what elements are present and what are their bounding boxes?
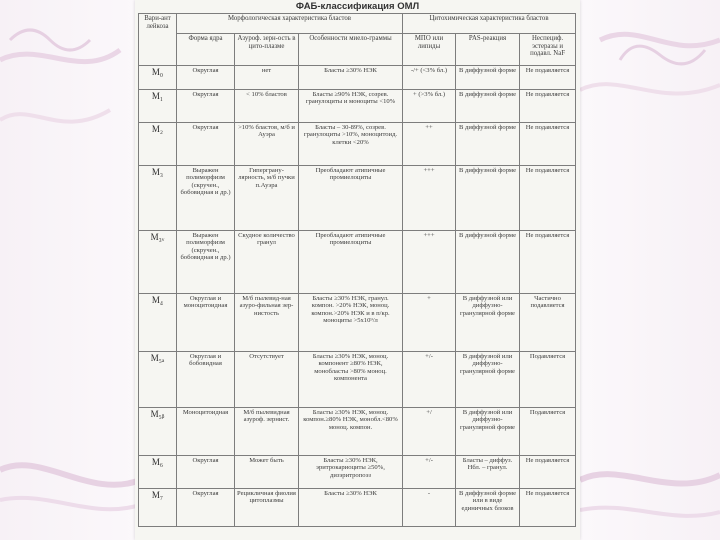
pas-cell: В диффузной или диффузно-гранулярной форме [456,408,520,456]
variant-code: M₁ [139,90,177,123]
nucleus-shape-cell: Округлая [177,123,235,166]
mpo-cell: + (>3% бл.) [403,90,456,123]
header-myelogram: Особенности миело-граммы [299,34,403,66]
table-row [139,90,576,123]
nucleus-shape-cell: Округлая и моноцитоидная [177,294,235,352]
table-row [139,489,576,527]
pas-cell: Бласты – диффуз. Нбл. – гранул. [456,456,520,489]
myelogram-cell: Преобладают атипичные промиелоциты [299,231,403,294]
table-row [139,66,576,90]
esterase-cell: Не подавляется [520,231,576,294]
esterase-cell: Не подавляется [520,166,576,231]
variant-code: M₆ [139,456,177,489]
nucleus-shape-cell: Округлая [177,456,235,489]
azurophil-cell: Отсутствует [235,352,299,408]
table-row [139,294,576,352]
myelogram-cell: Бласты ≥30% НЭК [299,66,403,90]
nucleus-shape-cell: Выражен полиморфизм (скручен., бобовидная и др.) [177,231,235,294]
variant-code: M₀ [139,66,177,90]
variant-code: M₄ [139,294,177,352]
page-title: ФАБ-классификация ОМЛ [295,1,420,12]
mpo-cell: ++ [403,123,456,166]
left-decoration [0,0,140,540]
header-variant: Вари-ант лейкоза [139,14,177,66]
table-row [139,231,576,294]
azurophil-cell: нет [235,66,299,90]
header-esterase: Неспециф. эстеразы и подавл. NaF [520,34,576,66]
myelogram-cell: Бласты ≥90% НЭК, созрев. гранулоциты и моноциты <10% [299,90,403,123]
esterase-cell: Не подавляется [520,90,576,123]
mpo-cell: +/ [403,408,456,456]
pas-cell: В диффузной форме [456,123,520,166]
table-row [139,123,576,166]
table-row [139,352,576,408]
esterase-cell: Не подавляется [520,456,576,489]
pas-cell: В диффузной форме или в виде единичных блоков [456,489,520,527]
pas-cell: В диффузной или диффузно-гранулярной форме [456,352,520,408]
table-row [139,408,576,456]
mpo-cell: -/+ (<3% бл.) [403,66,456,90]
variant-code: M₅ᵦ [139,408,177,456]
azurophil-cell: М/б пылевидная азуроф. зернист. [235,408,299,456]
azurophil-cell: Может быть [235,456,299,489]
header-azurophil-granules: Азуроф. зерн-ость в цито-плазме [235,34,299,66]
fab-classification-table [138,13,576,527]
mpo-cell: + [403,294,456,352]
myelogram-cell: Преобладают атипичные промиелоциты [299,166,403,231]
myelogram-cell: Бласты ≥30% НЭК, моноц. компон.≥80% НЭК, монобл.<80% моноц. компон. [299,408,403,456]
table-row [139,456,576,489]
esterase-cell: Подавляется [520,352,576,408]
variant-code: M₃ᵥ [139,231,177,294]
esterase-cell: Не подавляется [520,66,576,90]
swirl-ornament-right [580,0,720,540]
azurophil-cell: >10% бластов, м/б и Ауэра [235,123,299,166]
pas-cell: В диффузной форме [456,166,520,231]
azurophil-cell: < 10% бластов [235,90,299,123]
azurophil-cell: Гиперграну-лярность, м/б пучки п.Ауэра [235,166,299,231]
pas-cell: В диффузной или диффузно-гранулярной форме [456,294,520,352]
pas-cell: В диффузной форме [456,231,520,294]
esterase-cell: Не подавляется [520,123,576,166]
myelogram-cell: Бласты – 30-89%, созрев. гранулоциты >10%, моноцитоид. клетки <20% [299,123,403,166]
myelogram-cell: Бласты ≥30% НЭК [299,489,403,527]
myelogram-cell: Бласты ≥30% НЭК, эритрокариоциты ≥50%, дизэритропоэз [299,456,403,489]
nucleus-shape-cell: Округлая [177,66,235,90]
right-decoration [580,0,720,540]
header-nucleus-shape: Форма ядра [177,34,235,66]
nucleus-shape-cell: Округлая [177,489,235,527]
pas-cell: В диффузной форме [456,66,520,90]
azurophil-cell: Рецикличная фиолия цитоплазмы [235,489,299,527]
variant-code: M₅ₐ [139,352,177,408]
header-pas-reaction: PAS-реакция [456,34,520,66]
pas-cell: В диффузной форме [456,90,520,123]
mpo-cell: - [403,489,456,527]
scanned-document-page [135,0,580,540]
table-row [139,166,576,231]
variant-code: M₇ [139,489,177,527]
variant-code: M₂ [139,123,177,166]
myelogram-cell: Бласты ≥30% НЭК, моноц. компонент ≥80% НЭК, монобласты >80% моноц. компонента [299,352,403,408]
esterase-cell: Частично подавляется [520,294,576,352]
swirl-ornament-left [0,0,140,540]
header-cytochemistry-group: Цитохимическая характеристика бластов [403,14,576,34]
mpo-cell: +/- [403,456,456,489]
variant-code: M₃ [139,166,177,231]
esterase-cell: Не подавляется [520,489,576,527]
nucleus-shape-cell: Моноцитоидная [177,408,235,456]
header-morphology-group: Морфологическая характеристика бластов [177,14,403,34]
mpo-cell: +++ [403,231,456,294]
azurophil-cell: М/б пылевид-ная азуро-фильная зер-нистость [235,294,299,352]
mpo-cell: +++ [403,166,456,231]
nucleus-shape-cell: Округлая [177,90,235,123]
myelogram-cell: Бласты ≥30% НЭК, гранул. компон. >20% НЭК, моноц. компон.>20% НЭК и в п/кр. моноциты >5x10⁹/л [299,294,403,352]
header-mpo-lipids: МПО или липиды [403,34,456,66]
esterase-cell: Подавляется [520,408,576,456]
nucleus-shape-cell: Округлая и бобовидная [177,352,235,408]
mpo-cell: +/- [403,352,456,408]
nucleus-shape-cell: Выражен полиморфизм (скручен., бобовидная и др.) [177,166,235,231]
azurophil-cell: Скудное количество гранул [235,231,299,294]
